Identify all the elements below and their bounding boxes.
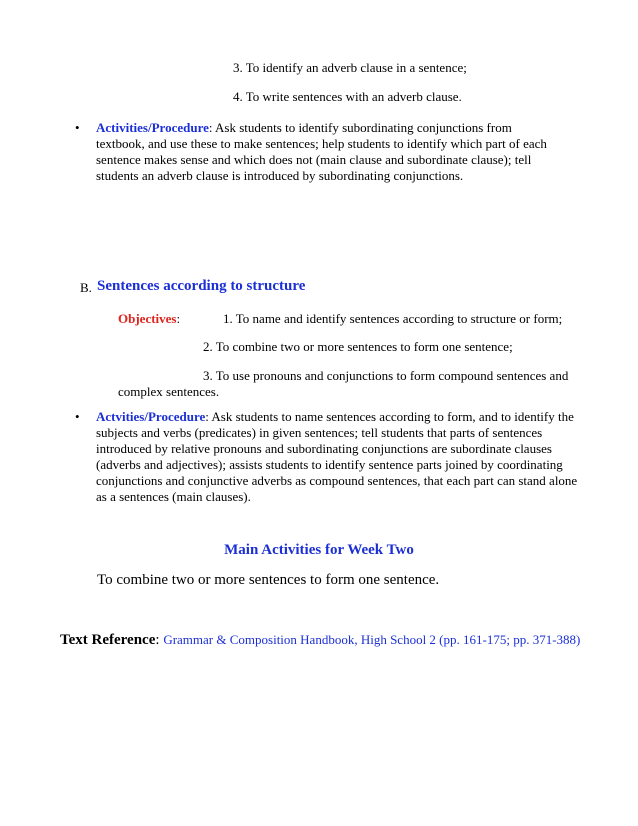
objectives-label-line bbox=[118, 311, 180, 327]
activities-label-a: Activities/Procedure bbox=[96, 120, 209, 135]
text-reference-label: Text Reference bbox=[60, 632, 156, 648]
objective-3: 3. To identify an adverb clause in a sentence; bbox=[233, 60, 467, 75]
objectives-colon: : bbox=[176, 311, 181, 326]
bullet-icon: • bbox=[75, 409, 80, 424]
activities-paragraph-b bbox=[96, 409, 578, 505]
text-reference bbox=[60, 631, 580, 649]
objective-b-1: 1. To name and identify sentences according to structure or form; bbox=[223, 311, 563, 326]
text-reference-colon: : bbox=[155, 632, 160, 648]
section-b-title: Sentences according to structure bbox=[97, 278, 306, 294]
objectives-label: Objectives bbox=[118, 311, 177, 326]
section-b-marker: B. bbox=[80, 280, 92, 295]
text-reference-value: Grammar & Composition Handbook, High School 2 (pp. 161-175; pp. 371-388) bbox=[163, 632, 581, 647]
objective-4: 4. To write sentences with an adverb clause. bbox=[233, 89, 462, 104]
main-activities-text: To combine two or more sentences to form one sentence. bbox=[97, 572, 440, 588]
objective-b-3-line1: 3. To use pronouns and conjunctions to form compound sentences and bbox=[203, 368, 569, 383]
activities-label-b: Actvities/Procedure bbox=[96, 409, 206, 424]
objective-b-3-line2: complex sentences. bbox=[118, 384, 220, 399]
activities-paragraph-a bbox=[96, 120, 556, 184]
bullet-icon: • bbox=[75, 120, 80, 135]
objective-b-2: 2. To combine two or more sentences to form one sentence; bbox=[203, 339, 513, 354]
main-activities-heading: Main Activities for Week Two bbox=[224, 542, 414, 558]
activities-text-a: : Ask students to identify subordinating conjunctions from textbook, and use these to make sentences; help students to identify which part of each sentence makes sense and which does not (main clause and subordinate clause); tell students an adverb clause is introduced by subordinating conjunctions. bbox=[96, 120, 547, 183]
activities-text-b: : Ask students to name sentences according to form, and to identify the subjects and verbs (predicates) in given sentences; tell students that parts of sentences introduced by relative pronouns and subordinating conjunctions are subordinate clauses (adverbs and adjectives); assists students to identify sentence parts joined by coordinating conjunctions and conjunctive adverbs as compound sentences, that each part can stand alone as a sentences (main clauses). bbox=[96, 409, 578, 504]
